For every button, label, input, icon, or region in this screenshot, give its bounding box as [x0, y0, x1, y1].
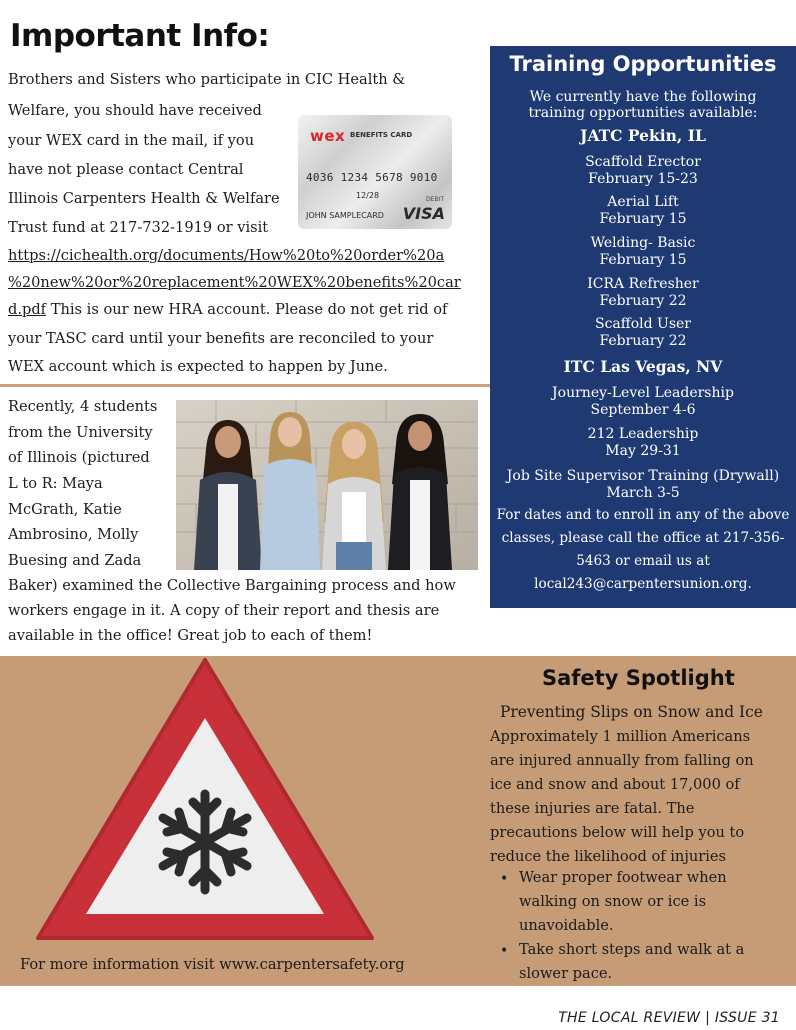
- info-line: have not please contact Central: [8, 161, 244, 178]
- issue-footer: THE LOCAL REVIEW | ISSUE 31: [558, 1010, 780, 1026]
- students-line: Recently, 4 students: [8, 398, 158, 415]
- training-location-pekin: JATC Pekin, IL: [580, 126, 706, 145]
- safety-line: Approximately 1 million Americans: [490, 728, 751, 745]
- info-line: Brothers and Sisters who participate in CIC Health &: [8, 71, 406, 88]
- info-line: WEX account which is expected to happen by June.: [8, 358, 388, 375]
- students-line: Baker) examined the Collective Bargaining process and how: [8, 577, 456, 594]
- card-holder: JOHN SAMPLECARD: [306, 211, 384, 220]
- safety-bullet-line: walking on snow or ice is: [519, 893, 707, 910]
- course-name: Aerial Lift: [607, 194, 679, 210]
- students-photo-illustration: [176, 400, 478, 570]
- safety-line: ice and snow and about 17,000 of: [490, 776, 740, 793]
- info-line: your WEX card in the mail, if you: [8, 132, 255, 149]
- course-date: March 3-5: [606, 485, 680, 501]
- wex-guide-link-line[interactable]: %20new%20or%20replacement%20WEX%20benefits%20car: [8, 274, 461, 291]
- wex-benefits-card-image: [298, 115, 452, 229]
- more-info-link[interactable]: For more information visit www.carpentersafety.org: [20, 956, 405, 973]
- safety-line: are injured annually from falling on: [490, 752, 754, 769]
- students-line: available in the office! Great job to each of them!: [8, 627, 373, 644]
- training-location-las-vegas: ITC Las Vegas, NV: [563, 357, 723, 376]
- wex-logo: wex: [310, 127, 346, 145]
- course-name: Job Site Supervisor Training (Drywall): [506, 468, 780, 484]
- course-date: May 29-31: [605, 443, 681, 459]
- info-line: Welfare, you should have received: [8, 102, 262, 119]
- info-line: Trust fund at 217-732-1919 or visit: [8, 219, 269, 236]
- wex-guide-link-line[interactable]: https://cichealth.org/documents/How%20to%20order%20a: [8, 247, 445, 264]
- students-line: McGrath, Katie: [8, 501, 122, 518]
- card-number: 4036 1234 5678 9010: [306, 171, 438, 184]
- info-line: This is our new HRA account. Please do not get rid of: [46, 301, 448, 318]
- safety-bullet-line: slower pace.: [519, 965, 613, 982]
- course-date: February 15: [599, 211, 687, 227]
- safety-bullet-line: Take short steps and walk at a: [519, 941, 745, 958]
- card-debit-label: DEBIT: [426, 196, 444, 203]
- safety-bullet-line: Wear proper footwear when: [519, 869, 727, 886]
- course-date: February 22: [599, 293, 687, 309]
- safety-line: precautions below will help you to: [490, 824, 745, 841]
- course-name: Welding- Basic: [590, 235, 696, 251]
- visa-logo: VISA: [402, 204, 445, 223]
- bullet-icon: •: [500, 871, 509, 887]
- wex-guide-link-end[interactable]: d.pdf: [8, 301, 47, 318]
- students-line: Ambrosino, Molly: [8, 526, 139, 543]
- course-date: February 15-23: [588, 171, 698, 187]
- course-date: February 22: [599, 333, 687, 349]
- bullet-icon: •: [500, 943, 509, 959]
- course-name: Journey-Level Leadership: [552, 385, 734, 401]
- section-divider: [0, 384, 490, 387]
- students-line: from the University: [8, 424, 153, 441]
- important-info-title: Important Info:: [10, 18, 270, 54]
- safety-bullet-line: unavoidable.: [519, 917, 614, 934]
- students-line: workers engage in it. A copy of their report and thesis are: [8, 602, 440, 619]
- training-footer: classes, please call the office at 217-356-: [501, 530, 785, 546]
- course-name: Scaffold User: [594, 316, 691, 332]
- course-name: ICRA Refresher: [587, 276, 699, 292]
- safety-line: these injuries are fatal. The: [490, 800, 695, 817]
- snow-warning-sign-icon: [30, 652, 380, 952]
- training-intro: We currently have the following: [529, 89, 757, 105]
- students-line: of Illinois (pictured: [8, 449, 150, 466]
- students-line: L to R: Maya: [8, 475, 103, 492]
- safety-line: reduce the likelihood of injuries: [490, 848, 727, 865]
- training-footer-email[interactable]: local243@carpentersunion.org.: [534, 576, 752, 592]
- students-photo: [176, 400, 478, 570]
- course-name: 212 Leadership: [587, 426, 699, 442]
- course-name: Scaffold Erector: [585, 154, 701, 170]
- course-date: February 15: [599, 252, 687, 268]
- training-title: Training Opportunities: [509, 52, 777, 76]
- info-line: your TASC card until your benefits are reconciled to your: [8, 330, 434, 347]
- info-line: Illinois Carpenters Health & Welfare: [8, 190, 280, 207]
- training-opportunities-panel: [490, 46, 796, 608]
- training-footer: For dates and to enroll in any of the above: [496, 507, 790, 523]
- safety-subtitle: Preventing Slips on Snow and Ice: [500, 703, 763, 721]
- card-expiry: 12/28: [356, 191, 380, 200]
- safety-spotlight-title: Safety Spotlight: [542, 666, 735, 690]
- card-label: BENEFITS CARD: [350, 131, 413, 139]
- students-line: Buesing and Zada: [8, 552, 142, 569]
- training-footer: 5463 or email us at: [576, 553, 710, 569]
- training-intro: training opportunities available:: [528, 105, 758, 121]
- course-date: September 4-6: [590, 402, 696, 418]
